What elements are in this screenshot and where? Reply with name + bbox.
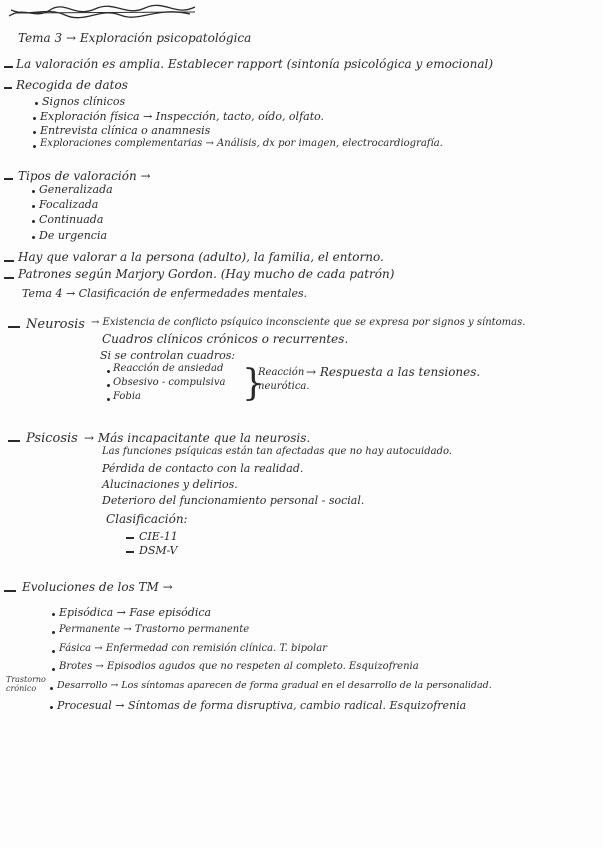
psicosis-line: Las funciones psíquicas están tan afectadas que no hay autocuidado. <box>102 446 452 457</box>
evolucion-item: Episódica → Fase episódica <box>59 606 212 619</box>
bullet-dot <box>33 145 36 148</box>
persona-note: Hay que valorar a la persona (adulto), la familia, el entorno. <box>18 250 384 264</box>
tema3-title: Tema 3 → Exploración psicopatológica <box>18 31 252 45</box>
recogida-item: Entrevista clínica o anamnesis <box>40 124 211 137</box>
recogida-item: Exploraciones complementarias → Análisis, dx por imagen, electrocardiografía. <box>40 138 443 149</box>
crossed-out-scribble <box>5 2 205 22</box>
bullet-dot <box>32 190 35 193</box>
dash-marker <box>4 178 13 180</box>
tipos-item: Focalizada <box>39 198 99 211</box>
psicosis-line: Pérdida de contacto con la realidad. <box>102 462 304 475</box>
recogida-item: Signos clínicos <box>42 95 126 108</box>
dash-marker <box>8 440 20 442</box>
dash-marker <box>4 260 14 262</box>
bullet-dot <box>107 398 110 401</box>
recogida-heading: Recogida de datos <box>16 78 128 92</box>
clasificacion-item: CIE-11 <box>139 530 178 543</box>
bullet-dot <box>33 117 36 120</box>
respuesta-tensiones: → Respuesta a las tensiones. <box>306 365 481 379</box>
neurosis-bullet: Fobia <box>113 391 141 402</box>
tipos-item: De urgencia <box>39 229 108 242</box>
dash-marker <box>4 277 14 279</box>
dash-marker <box>126 551 134 553</box>
bullet-dot <box>107 384 110 387</box>
clasificacion-item: DSM-V <box>139 544 178 557</box>
bullet-dot <box>50 687 53 690</box>
dash-marker <box>4 66 13 68</box>
bullet-dot <box>32 236 35 239</box>
curly-brace: } <box>242 363 265 404</box>
clasificacion-heading: Clasificación: <box>106 512 188 526</box>
evolucion-item: Fásica → Enfermedad con remisión clínica. T. bipolar <box>59 643 327 654</box>
neurosis-bullet: Obsesivo - compulsiva <box>113 377 226 388</box>
reaccion-neurotica: Reacción neurótica. <box>258 367 310 392</box>
evolucion-item: Desarrollo → Los síntomas aparecen de forma gradual en el desarrollo de la personalidad. <box>57 680 492 691</box>
bullet-dot <box>50 706 53 709</box>
bullet-dot <box>32 205 35 208</box>
neurosis-label: Neurosis <box>26 317 85 332</box>
neurosis-line: Si se controlan cuadros: <box>100 349 236 362</box>
bullet-dot <box>33 131 36 134</box>
psicosis-label: Psicosis <box>26 431 78 446</box>
evolucion-item: Permanente → Trastorno permanente <box>59 624 250 635</box>
tema3-intro: La valoración es amplia. Establecer rapport (sintonía psicológica y emocional) <box>16 57 494 71</box>
psicosis-line: → Más incapacitante que la neurosis. <box>84 431 311 445</box>
patrones-note: Patrones según Marjory Gordon. (Hay mucho de cada patrón) <box>18 267 395 281</box>
neurosis-line: Cuadros clínicos crónicos o recurrentes. <box>102 332 349 346</box>
evoluciones-heading: Evoluciones de los TM → <box>22 580 173 594</box>
neurosis-bullet: Reacción de ansiedad <box>113 363 224 374</box>
bullet-dot <box>52 631 55 634</box>
bullet-dot <box>32 220 35 223</box>
dash-marker <box>4 590 16 592</box>
neurosis-line: → Existencia de conflicto psíquico inconsciente que se expresa por signos y síntomas. <box>91 317 526 328</box>
tipos-heading: Tipos de valoración → <box>18 169 151 183</box>
evolucion-item: Brotes → Episodios agudos que no respeten al completo. Esquizofrenia <box>59 661 419 672</box>
psicosis-line: Deterioro del funcionamiento personal - social. <box>102 494 365 507</box>
bullet-dot <box>35 102 38 105</box>
psicosis-line: Alucinaciones y delirios. <box>102 478 238 491</box>
bullet-dot <box>52 613 55 616</box>
tema4-title: Tema 4 → Clasificación de enfermedades mentales. <box>22 287 308 300</box>
bullet-dot <box>107 370 110 373</box>
dash-marker <box>126 537 134 539</box>
tipos-item: Continuada <box>39 213 104 226</box>
bullet-dot <box>52 668 55 671</box>
recogida-item: Exploración física → Inspección, tacto, oído, olfato. <box>40 110 325 123</box>
evolucion-item: Procesual → Síntomas de forma disruptiva, cambio radical. Esquizofrenia <box>57 699 467 712</box>
tipos-item: Generalizada <box>39 183 113 196</box>
bullet-dot <box>52 650 55 653</box>
side-note: Trastorno crónico <box>6 675 46 693</box>
dash-marker <box>4 87 12 89</box>
dash-marker <box>8 326 20 328</box>
